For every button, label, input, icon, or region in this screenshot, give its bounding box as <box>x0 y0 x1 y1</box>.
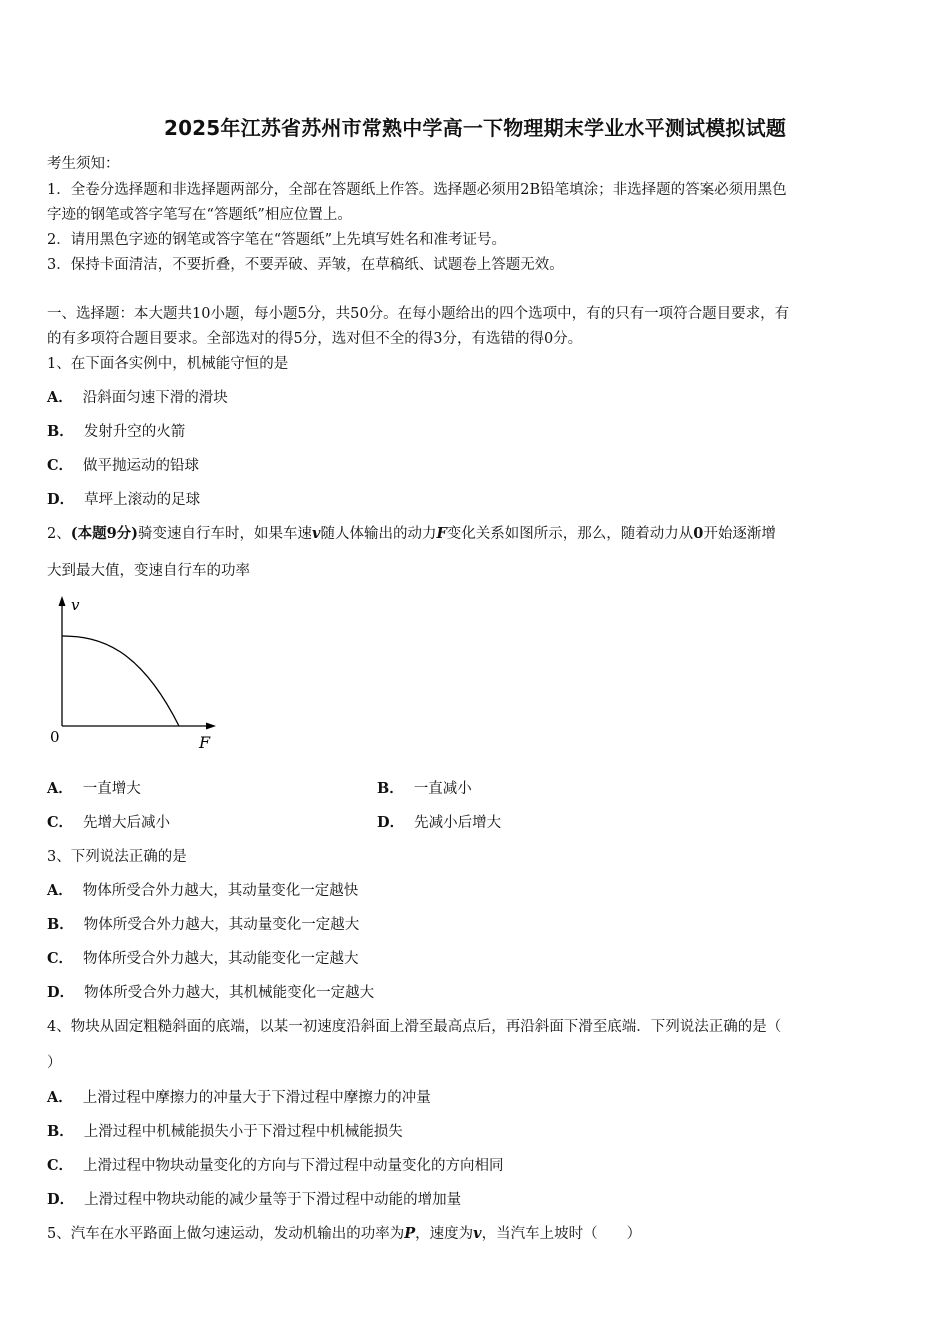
score-note: (本题9分) <box>70 525 139 542</box>
v-f-graph <box>40 592 225 752</box>
stem-text: 5、汽车在水平路面上做匀速运动，发动机输出的功率为 <box>47 1226 405 1242</box>
question-1-option-a <box>47 386 228 407</box>
symbol-f: F <box>436 525 447 542</box>
symbol-p: P <box>404 1225 416 1242</box>
question-4-option-c <box>47 1154 504 1175</box>
stem-text: 开始逐渐增 <box>703 526 776 542</box>
symbol-v: v <box>312 525 321 542</box>
question-3-option-c <box>47 947 359 968</box>
option-label: A． <box>47 780 73 797</box>
option-label: B． <box>47 1123 74 1140</box>
question-5-stem <box>47 1222 641 1243</box>
question-2-stem <box>47 522 776 543</box>
option-text: 先增大后减小 <box>83 815 171 831</box>
origin-label: 0 <box>50 728 60 746</box>
question-2-option-b <box>377 777 472 798</box>
v-f-curve <box>62 636 179 726</box>
y-axis-arrow <box>59 596 66 606</box>
option-label: A． <box>47 882 73 899</box>
symbol-v: v <box>473 1225 482 1242</box>
stem-text: 变化关系如图所示，那么，随着动力从 <box>446 526 694 542</box>
option-text: 物体所受合外力越大，其动量变化一定越大 <box>83 917 360 933</box>
option-label: C． <box>47 457 74 474</box>
option-label: C． <box>47 950 74 967</box>
page-title: 2025年江苏省苏州市常熟中学高一下物理期末学业水平测试模拟试题 <box>163 116 787 140</box>
question-3-option-b <box>47 913 359 934</box>
question-4-option-a <box>47 1086 431 1107</box>
option-text: 发射升空的火箭 <box>83 424 186 440</box>
option-text: 上滑过程中物块动能的减少量等于下滑过程中动能的增加量 <box>84 1192 462 1208</box>
question-number: 2、 <box>47 526 71 542</box>
option-text: 沿斜面匀速下滑的滑块 <box>82 390 228 406</box>
stem-text: 骑变速自行车时，如果车速 <box>138 526 313 542</box>
question-1-option-d <box>47 488 200 509</box>
x-axis-label: F <box>199 733 211 752</box>
option-text: 物体所受合外力越大，其机械能变化一定越大 <box>84 985 375 1001</box>
stem-text: ，当汽车上坡时（ ） <box>481 1226 642 1242</box>
notice-item: 字迹的钢笔或答字笔写在“答题纸”相应位置上。 <box>47 207 352 223</box>
option-label: D． <box>47 1191 75 1208</box>
option-label: C． <box>47 1157 74 1174</box>
question-3-option-d <box>47 981 374 1002</box>
question-1-option-b <box>47 420 185 441</box>
option-label: B． <box>47 916 74 933</box>
option-label: A． <box>47 389 73 406</box>
option-text: 一直增大 <box>82 781 141 797</box>
option-label: D． <box>47 984 75 1001</box>
question-3-option-a <box>47 879 358 900</box>
option-label: C． <box>47 814 74 831</box>
option-text: 草坪上滚动的足球 <box>84 492 201 508</box>
option-text: 上滑过程中机械能损失小于下滑过程中机械能损失 <box>83 1124 403 1140</box>
option-text: 物体所受合外力越大，其动能变化一定越大 <box>83 951 359 967</box>
notice-heading: 考生须知： <box>47 156 120 172</box>
option-text: 上滑过程中物块动量变化的方向与下滑过程中动量变化的方向相同 <box>83 1158 504 1174</box>
question-3-stem: 3、下列说法正确的是 <box>47 849 187 865</box>
notice-item: 3．保持卡面清洁，不要折叠，不要弄破、弄皱，在草稿纸、试题卷上答题无效。 <box>47 257 564 273</box>
question-4-option-d <box>47 1188 461 1209</box>
notice-item: 2．请用黑色字迹的钢笔或答字笔在“答题纸”上先填写姓名和准考证号。 <box>47 232 507 248</box>
question-4-option-b <box>47 1120 403 1141</box>
question-4-stem-line2: ） <box>47 1055 62 1071</box>
question-2-option-d <box>377 811 501 832</box>
question-4-stem: 4、物块从固定粗糙斜面的底端，以某一初速度沿斜面上滑至最高点后，再沿斜面下滑至底端．下列说法正确的是（ <box>47 1019 782 1035</box>
option-label: D． <box>47 491 75 508</box>
option-text: 上滑过程中摩擦力的冲量大于下滑过程中摩擦力的冲量 <box>82 1090 431 1106</box>
option-text: 先减小后增大 <box>414 815 502 831</box>
option-label: A． <box>47 1089 73 1106</box>
notice-item: 1．全卷分选择题和非选择题两部分，全部在答题纸上作答。选择题必须用2B铅笔填涂；非选择题的答案必须用黑色 <box>47 182 787 198</box>
section-instructions: 的有多项符合题目要求。全部选对的得5分，选对但不全的得3分，有选错的得0分。 <box>47 331 583 347</box>
question-2-stem-line2: 大到最大值，变速自行车的功率 <box>47 563 250 579</box>
stem-text: ，速度为 <box>415 1226 474 1242</box>
question-1-stem: 1、在下面各实例中，机械能守恒的是 <box>47 356 289 372</box>
question-1-option-c <box>47 454 199 475</box>
stem-text: 随人体输出的动力 <box>320 526 437 542</box>
option-text: 物体所受合外力越大，其动量变化一定越快 <box>82 883 359 899</box>
section-instructions: 一、选择题：本大题共10小题，每小题5分，共50分。在每小题给出的四个选项中，有的只有一项符合题目要求，有 <box>47 306 790 322</box>
x-axis-arrow <box>206 723 216 730</box>
question-2-option-a <box>47 777 141 798</box>
y-axis-label: v <box>71 596 80 614</box>
option-label: D． <box>377 814 405 831</box>
option-text: 做平抛运动的铅球 <box>83 458 200 474</box>
option-text: 一直减小 <box>413 781 472 797</box>
symbol-zero: 0 <box>693 525 704 542</box>
option-label: B． <box>377 780 404 797</box>
question-2-option-c <box>47 811 170 832</box>
option-label: B． <box>47 423 74 440</box>
